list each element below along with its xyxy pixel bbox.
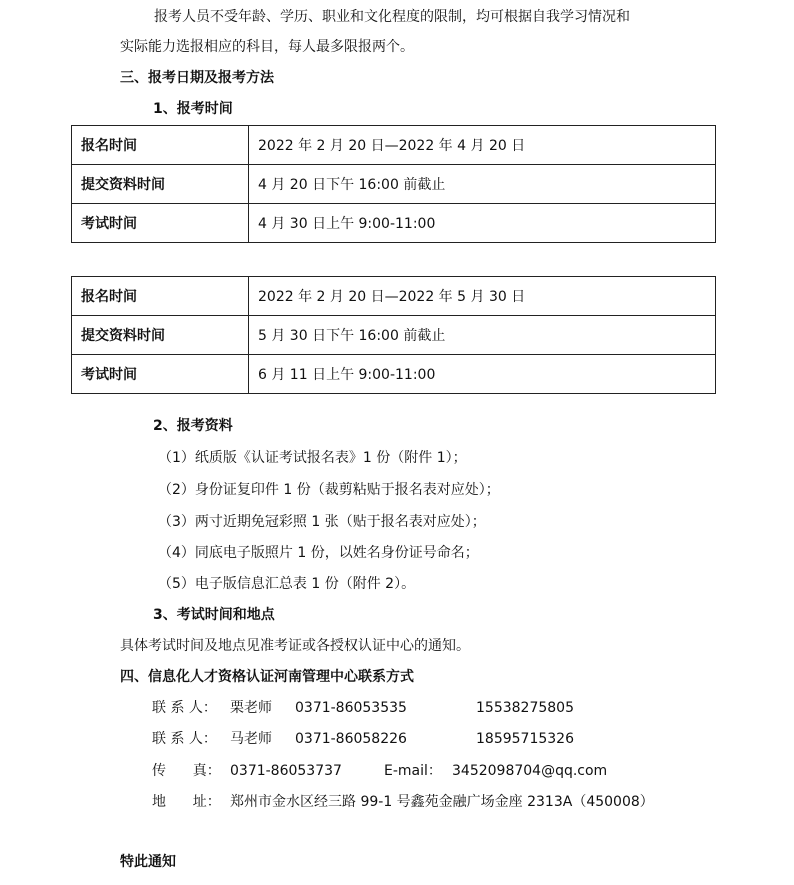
contact-name: 栗老师 <box>230 700 272 716</box>
row-label: 提交资料时间 <box>72 165 249 204</box>
contact-phone: 0371-86058226 <box>295 731 407 747</box>
email-label: E-mail： <box>384 763 442 779</box>
contact-phone: 0371-86053535 <box>295 700 407 716</box>
schedule-table-2 <box>71 276 716 394</box>
list-item: （2）身份证复印件 1 份（裁剪粘贴于报名表对应处）； <box>158 482 500 498</box>
list-item: （3）两寸近期免冠彩照 1 张（贴于报名表对应处）； <box>158 514 486 530</box>
contact-mobile: 15538275805 <box>476 700 574 716</box>
row-label: 考试时间 <box>72 355 249 394</box>
list-item: （4）同底电子版照片 1 份，以姓名身份证号命名； <box>158 545 479 561</box>
table-row <box>72 204 716 243</box>
row-label: 提交资料时间 <box>72 316 249 355</box>
row-value: 4 月 20 日下午 16:00 前截止 <box>249 165 716 204</box>
table-row <box>72 165 716 204</box>
table-row <box>72 316 716 355</box>
table-row <box>72 126 716 165</box>
schedule-table-1 <box>71 125 716 243</box>
contact-label: 联 系 人： <box>152 731 217 747</box>
section-3-heading: 三、报考日期及报考方法 <box>120 70 274 86</box>
subsection-exam-location: 3、考试时间和地点 <box>153 607 275 623</box>
address-label: 地 址： <box>152 794 221 810</box>
row-label: 报名时间 <box>72 277 249 316</box>
list-item: （1）纸质版《认证考试报名表》1 份（附件 1）； <box>158 450 467 466</box>
row-label: 考试时间 <box>72 204 249 243</box>
email-value: 3452098704@qq.com <box>452 763 608 779</box>
row-label: 报名时间 <box>72 126 249 165</box>
subsection-materials: 2、报考资料 <box>153 418 233 434</box>
contact-label: 联 系 人： <box>152 700 217 716</box>
contact-row <box>152 698 712 718</box>
table-row <box>72 277 716 316</box>
address-value: 郑州市金水区经三路 99-1 号鑫苑金融广场金座 2313A（450008） <box>230 794 654 810</box>
row-value: 4 月 30 日上午 9:00-11:00 <box>249 204 716 243</box>
row-value: 6 月 11 日上午 9:00-11:00 <box>249 355 716 394</box>
row-value: 2022 年 2 月 20 日—2022 年 5 月 30 日 <box>249 277 716 316</box>
list-item: （5）电子版信息汇总表 1 份（附件 2）。 <box>158 576 416 592</box>
exam-location-note: 具体考试时间及地点见准考证或各授权认证中心的通知。 <box>120 638 470 654</box>
fax-row <box>152 761 712 781</box>
section-4-heading: 四、信息化人才资格认证河南管理中心联系方式 <box>120 669 414 685</box>
contact-name: 马老师 <box>230 731 272 747</box>
contact-mobile: 18595715326 <box>476 731 574 747</box>
table-row <box>72 355 716 394</box>
row-value: 5 月 30 日下午 16:00 前截止 <box>249 316 716 355</box>
contact-row <box>152 729 712 749</box>
fax-label: 传 真： <box>152 763 221 779</box>
row-value: 2022 年 2 月 20 日—2022 年 4 月 20 日 <box>249 126 716 165</box>
subsection-exam-time: 1、报考时间 <box>153 101 233 117</box>
intro-line-2: 实际能力选报相应的科目，每人最多限报两个。 <box>120 39 414 55</box>
address-row <box>152 792 712 812</box>
fax-value: 0371-86053737 <box>230 763 342 779</box>
closing-text: 特此通知 <box>120 854 176 870</box>
intro-line-1: 报考人员不受年龄、学历、职业和文化程度的限制，均可根据自我学习情况和 <box>154 9 630 25</box>
